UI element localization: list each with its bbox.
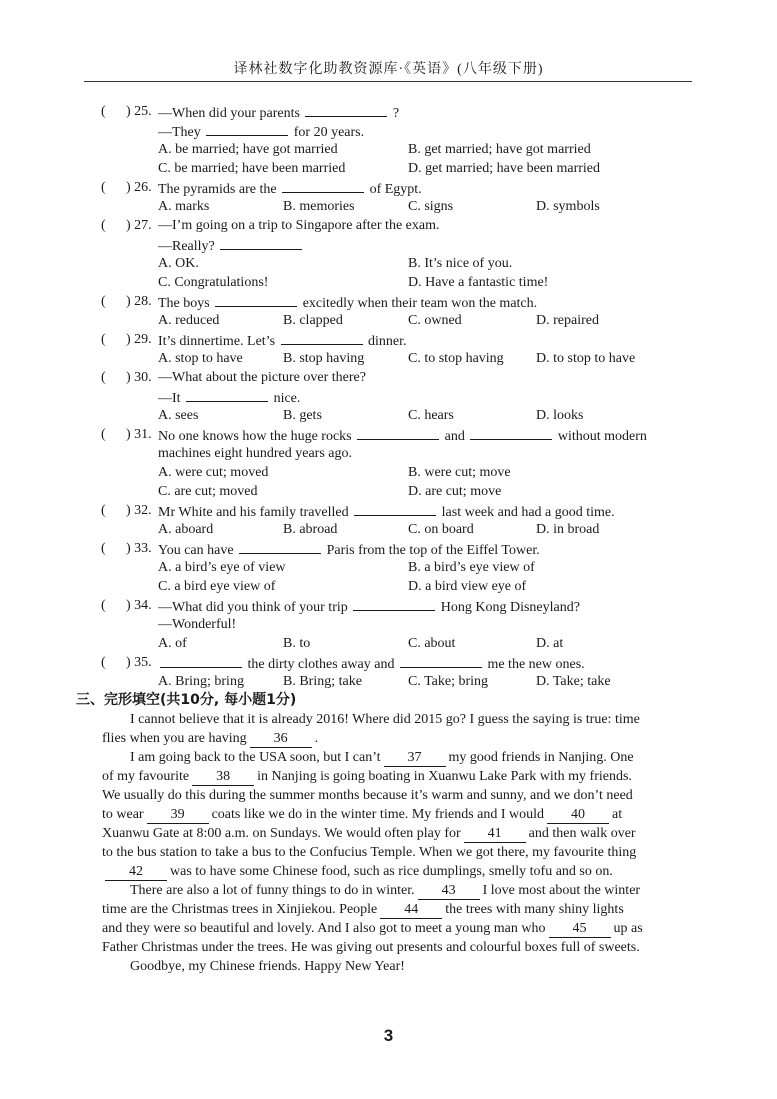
passage-line — [130, 957, 405, 976]
question-number — [126, 653, 152, 672]
question-number — [126, 368, 152, 387]
option-a: A. stop to have — [158, 351, 243, 366]
question-number — [126, 425, 152, 444]
question-number — [126, 292, 152, 311]
passage-text: was to have some Chinese food, such as rice dumplings, smelly tofu and so on. — [170, 864, 613, 879]
passage-line — [130, 881, 640, 900]
question-number — [126, 178, 152, 197]
question-text: last week and had a good time. — [441, 505, 615, 520]
passage-text: of my favourite — [102, 769, 190, 784]
option-c: C. Congratulations! — [158, 275, 269, 290]
passage-line — [130, 748, 634, 767]
option-d: D. at — [536, 636, 564, 651]
answer-paren-open: ( — [101, 427, 106, 442]
answer-blank — [353, 596, 435, 611]
option-b: B. stop having — [283, 351, 365, 366]
answer-paren-open: ( — [101, 598, 106, 613]
passage-line — [102, 786, 633, 805]
option-c: C. be married; have been married — [158, 161, 346, 176]
passage-text: time are the Christmas trees in Xinjiekou. People — [102, 902, 378, 917]
passage-line — [102, 862, 613, 881]
question-stem — [158, 653, 585, 672]
answer-paren-close: ) — [126, 598, 131, 613]
option-b: B. were cut; move — [408, 465, 511, 480]
cloze-blank-44: 44 — [380, 903, 442, 919]
passage-line — [102, 824, 636, 843]
option-c: C. owned — [408, 313, 462, 328]
question-text: Hong Kong Disneyland? — [440, 600, 580, 615]
question-text: nice. — [273, 391, 301, 406]
question-stem-continued — [158, 387, 300, 406]
cloze-blank-43: 43 — [418, 884, 480, 900]
question-number — [126, 539, 152, 558]
question-stem — [158, 539, 540, 558]
question-stem-continued — [158, 235, 304, 254]
option-d: D. Have a fantastic time! — [408, 275, 549, 290]
option-a: A. of — [158, 636, 187, 651]
question-stem — [158, 368, 366, 387]
option-c: C. signs — [408, 199, 454, 214]
cloze-blank-38: 38 — [192, 770, 254, 786]
question-text: without modern — [557, 429, 647, 444]
question-stem — [158, 330, 407, 349]
passage-line — [102, 938, 640, 957]
passage-line — [102, 919, 643, 938]
question-number-label: 34. — [130, 598, 152, 613]
page-number: 3 — [383, 1026, 394, 1045]
option-c: C. on board — [408, 522, 474, 537]
option-a: A. sees — [158, 408, 199, 423]
passage-text: There are also a lot of funny things to do in winter. — [130, 883, 415, 898]
passage-text: the trees with many shiny lights — [445, 902, 624, 917]
answer-paren-close: ) — [126, 503, 131, 518]
answer-paren-close: ) — [126, 294, 131, 309]
answer-paren-open: ( — [101, 294, 106, 309]
question-text: —Really? — [158, 239, 215, 254]
answer-paren-close: ) — [126, 370, 131, 385]
option-d: D. are cut; move — [408, 484, 502, 499]
answer-blank — [357, 425, 439, 440]
question-text: —What about the picture over there? — [158, 370, 366, 385]
cloze-blank-45: 45 — [549, 922, 611, 938]
answer-blank — [206, 121, 288, 136]
answer-paren-open: ( — [101, 370, 106, 385]
option-d: D. in broad — [536, 522, 600, 537]
option-a: A. aboard — [158, 522, 214, 537]
question-number-label: 33. — [130, 541, 152, 556]
cloze-blank-39: 39 — [147, 808, 209, 824]
option-d: D. looks — [536, 408, 584, 423]
question-stem — [158, 501, 615, 520]
passage-line — [102, 729, 318, 748]
answer-paren-close: ) — [126, 332, 131, 347]
question-number — [126, 501, 152, 520]
answer-paren-open: ( — [101, 180, 106, 195]
question-number — [126, 216, 152, 235]
cloze-blank-40: 40 — [547, 808, 609, 824]
passage-text: I love most about the winter — [482, 883, 641, 898]
question-text: Mr White and his family travelled — [158, 505, 349, 520]
option-d: D. to stop to have — [536, 351, 636, 366]
option-b: B. to — [283, 636, 311, 651]
answer-paren-open: ( — [101, 332, 106, 347]
option-b: B. Bring; take — [283, 674, 362, 689]
passage-text: up as — [613, 921, 643, 936]
answer-paren-open: ( — [101, 218, 106, 233]
passage-text: in Nanjing is going boating in Xuanwu Lake Park with my friends. — [257, 769, 632, 784]
question-text: The pyramids are the — [158, 182, 277, 197]
passage-text: to the bus station to take a bus to the Confucius Temple. When we got there, my favourite thing — [102, 845, 637, 860]
passage-text: Goodbye, my Chinese friends. Happy New Year! — [130, 959, 405, 974]
question-text: The boys — [158, 296, 210, 311]
option-c: C. are cut; moved — [158, 484, 258, 499]
answer-blank — [354, 501, 436, 516]
option-d: D. Take; take — [536, 674, 611, 689]
cloze-blank-42: 42 — [105, 865, 167, 881]
answer-paren-close: ) — [126, 427, 131, 442]
passage-text: coats like we do in the winter time. My friends and I would — [211, 807, 545, 822]
question-number-label: 31. — [130, 427, 152, 442]
question-number — [126, 596, 152, 615]
question-text: and — [444, 429, 465, 444]
answer-blank — [220, 235, 302, 250]
question-stem-continued — [158, 121, 364, 140]
page-header: 译林社数字化助教资源库·《英语》(八年级下册) — [233, 62, 544, 77]
question-stem — [158, 178, 422, 197]
question-stem — [158, 216, 439, 235]
passage-line — [130, 710, 640, 729]
question-stem-continued — [158, 615, 236, 634]
question-stem-continued — [158, 444, 352, 463]
question-number-label: 30. — [130, 370, 152, 385]
question-text: Paris from the top of the Eiffel Tower. — [326, 543, 540, 558]
question-text: —Wonderful! — [158, 617, 237, 632]
passage-text: and they were so beautiful and lovely. And I also got to meet a young man who — [102, 921, 546, 936]
option-b: B. clapped — [283, 313, 343, 328]
passage-text: at — [612, 807, 623, 822]
question-text: the dirty clothes away and — [247, 657, 395, 672]
answer-blank — [282, 178, 364, 193]
header-divider — [84, 81, 692, 82]
question-text: —When did your parents — [158, 106, 300, 121]
question-text: You can have — [158, 543, 234, 558]
question-text: me the new ones. — [487, 657, 585, 672]
question-number-label: 27. — [130, 218, 152, 233]
option-a: A. OK. — [158, 256, 199, 271]
passage-text: Xuanwu Gate at 8:00 a.m. on Sundays. We would often play for — [102, 826, 461, 841]
question-stem — [158, 596, 580, 615]
option-a: A. marks — [158, 199, 210, 214]
question-text: dinner. — [368, 334, 407, 349]
question-stem — [158, 292, 537, 311]
question-text: —I’m going on a trip to Singapore after the exam. — [158, 218, 440, 233]
answer-blank — [281, 330, 363, 345]
passage-text: my good friends in Nanjing. One — [448, 750, 634, 765]
question-text: —They — [158, 125, 201, 140]
option-a: A. Bring; bring — [158, 674, 244, 689]
question-text: It’s dinnertime. Let’s — [158, 334, 276, 349]
answer-blank — [215, 292, 297, 307]
question-text: —What did you think of your trip — [158, 600, 348, 615]
option-c: C. hears — [408, 408, 454, 423]
passage-line — [102, 767, 632, 786]
passage-line — [102, 805, 622, 824]
passage-text: to wear — [102, 807, 144, 822]
question-number-label: 26. — [130, 180, 152, 195]
answer-blank — [400, 653, 482, 668]
question-text: ? — [392, 106, 400, 121]
question-number-label: 28. — [130, 294, 152, 309]
cloze-blank-41: 41 — [464, 827, 526, 843]
question-stem — [158, 102, 399, 121]
option-b: B. It’s nice of you. — [408, 256, 513, 271]
passage-line — [102, 843, 636, 862]
answer-blank — [186, 387, 268, 402]
question-text: excitedly when their team won the match. — [302, 296, 538, 311]
question-number-label: 29. — [130, 332, 152, 347]
option-c: C. Take; bring — [408, 674, 489, 689]
option-b: B. abroad — [283, 522, 338, 537]
answer-paren-open: ( — [101, 655, 106, 670]
question-number-label: 32. — [130, 503, 152, 518]
option-b: B. a bird’s eye view of — [408, 560, 535, 575]
answer-paren-open: ( — [101, 541, 106, 556]
answer-blank — [305, 102, 387, 117]
cloze-blank-36: 36 — [250, 732, 312, 748]
question-text: of Egypt. — [369, 182, 422, 197]
option-d: D. a bird view eye of — [408, 579, 527, 594]
answer-paren-close: ) — [126, 655, 131, 670]
option-b: B. get married; have got married — [408, 142, 591, 157]
question-number — [126, 102, 152, 121]
option-c: C. to stop having — [408, 351, 504, 366]
option-a: A. reduced — [158, 313, 220, 328]
option-d: D. repaired — [536, 313, 599, 328]
question-text: machines eight hundred years ago. — [158, 446, 352, 461]
answer-blank — [470, 425, 552, 440]
option-a: A. a bird’s eye of view — [158, 560, 286, 575]
passage-text: flies when you are having — [102, 731, 247, 746]
answer-paren-close: ) — [126, 541, 131, 556]
option-d: D. get married; have been married — [408, 161, 601, 176]
option-c: C. about — [408, 636, 456, 651]
passage-text: . — [314, 731, 319, 746]
option-c: C. a bird eye view of — [158, 579, 276, 594]
answer-paren-close: ) — [126, 218, 131, 233]
passage-text: I am going back to the USA soon, but I can’t — [130, 750, 381, 765]
question-number — [126, 330, 152, 349]
answer-paren-open: ( — [101, 503, 106, 518]
answer-paren-open: ( — [101, 104, 106, 119]
passage-text: I cannot believe that it is already 2016! Where did 2015 go? I guess the saying is true: time — [130, 712, 640, 727]
question-stem — [158, 425, 647, 444]
option-b: B. gets — [283, 408, 322, 423]
answer-paren-close: ) — [126, 104, 131, 119]
passage-text: and then walk over — [528, 826, 636, 841]
option-d: D. symbols — [536, 199, 600, 214]
passage-text: We usually do this during the summer months because it’s warm and sunny, and we don’t need — [102, 788, 633, 803]
question-number-label: 35. — [130, 655, 152, 670]
answer-blank — [239, 539, 321, 554]
cloze-blank-37: 37 — [384, 751, 446, 767]
answer-blank — [160, 653, 242, 668]
question-text: No one knows how the huge rocks — [158, 429, 352, 444]
passage-line — [102, 900, 624, 919]
option-a: A. be married; have got married — [158, 142, 338, 157]
section-title: 三、完形填空(共10分, 每小题1分) — [76, 692, 297, 708]
passage-text: Father Christmas under the trees. He was giving out presents and colourful boxes full of sweets. — [102, 940, 640, 955]
question-text: for 20 years. — [293, 125, 365, 140]
option-b: B. memories — [283, 199, 355, 214]
option-a: A. were cut; moved — [158, 465, 269, 480]
question-text: —It — [158, 391, 181, 406]
question-number-label: 25. — [130, 104, 152, 119]
answer-paren-close: ) — [126, 180, 131, 195]
